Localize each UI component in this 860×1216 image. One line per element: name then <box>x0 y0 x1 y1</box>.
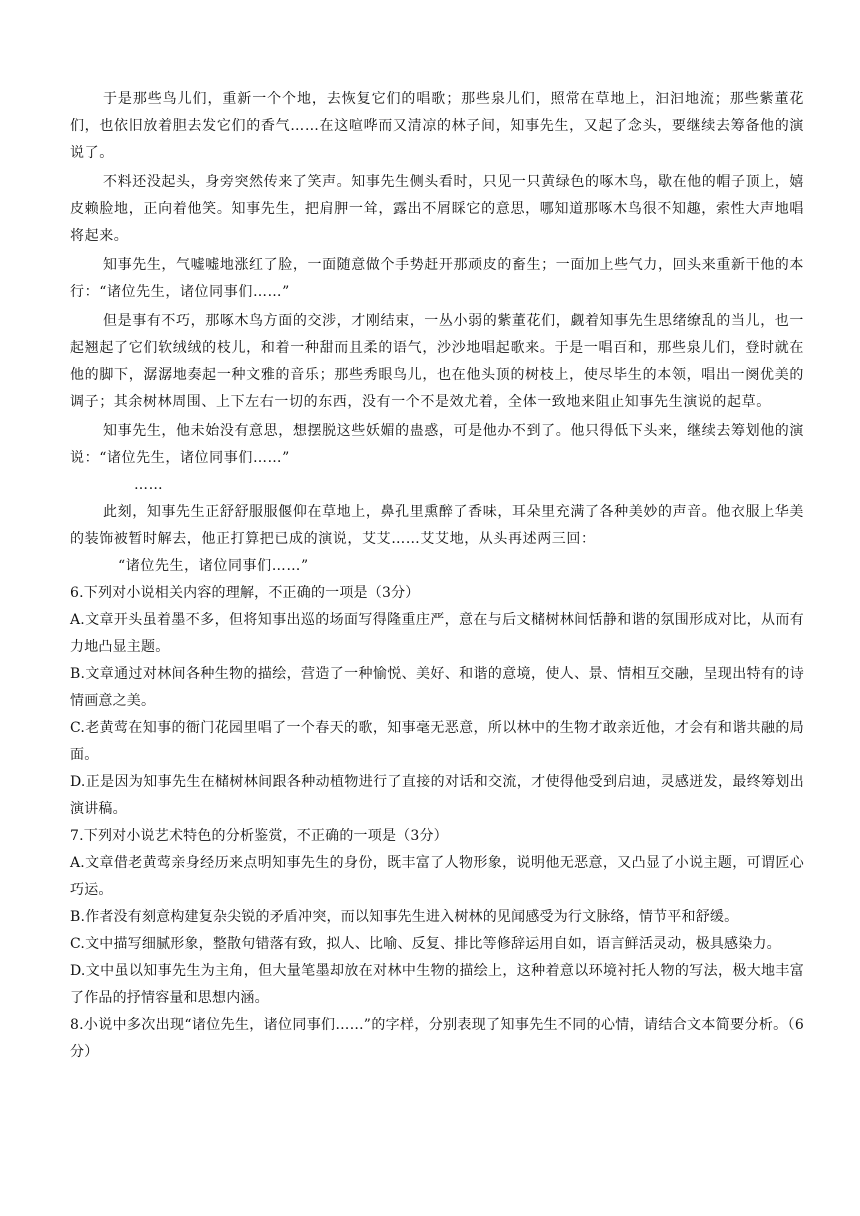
question-stem: 8.小说中多次出现“诸位先生，诸位同事们……”的字样，分别表现了知事先生不同的心情，请结合文本简要分析。（6分） <box>70 1017 804 1060</box>
question-option: C.文中描写细腻形象，整散句错落有致，拟人、比喻、反复、排比等修辞运用自如，语言鲜活灵动，极具感染力。 <box>70 936 781 952</box>
question-option: D.正是因为知事先生在槠树林间跟各种动植物进行了直接的对话和交流，才使得他受到启迪，灵感迸发，最终筹划出演讲稿。 <box>70 774 804 817</box>
passage-paragraph: 知事先生，气嘘嘘地涨红了脸，一面随意做个手势赶开那顽皮的畜生；一面加上些气力，回头来重新干他的本行：“诸位先生，诸位同事们……” <box>70 257 804 300</box>
question-option: A.文章借老黄莺亲身经历来点明知事先生的身份，既丰富了人物形象，说明他无恶意，又凸显了小说主题，可谓匠心巧运。 <box>70 855 804 898</box>
passage-paragraph: 于是那些鸟儿们，重新一个个地，去恢复它们的唱歌；那些泉儿们，照常在草地上，汩汩地流；那些紫董花们，也依旧放着胆去发它们的香气……在这喧哗而又清凉的林子间，知事先生，又起了念头，要继续去筹备他的演说了。 <box>70 91 804 161</box>
quoted-speech: “诸位先生，诸位同事们……” <box>118 558 309 574</box>
question-option: D.文中虽以知事先生为主角，但大量笔墨却放在对林中生物的描绘上，这种着意以环境衬托人物的写法，极大地丰富了作品的抒情容量和思想内涵。 <box>70 963 804 1006</box>
question-stem: 7.下列对小说艺术特色的分析鉴赏，不正确的一项是（3分） <box>70 828 448 844</box>
document-page <box>70 86 804 1066</box>
question-option: B.作者没有刻意构建复杂尖锐的矛盾冲突，而以知事先生进入树林的见闻感受为行文脉络，情节平和舒缓。 <box>70 909 739 925</box>
question-option: B.文章通过对林间各种生物的描绘，营造了一种愉悦、美好、和谐的意境，使人、景、情相互交融，呈现出特有的诗情画意之美。 <box>70 666 804 709</box>
passage-paragraph: 此刻，知事先生正舒舒服服偃仰在草地上，鼻孔里熏醉了香味，耳朵里充满了各种美妙的声音。他衣服上华美的装饰被暂时解去，他正打算把已成的演说，艾艾……艾艾地，从头再述两三回： <box>70 504 804 547</box>
passage-paragraph: 不料还没起头，身旁突然传来了笑声。知事先生侧头看时，只见一只黄绿色的啄木鸟，歇在他的帽子顶上，嬉皮赖脸地，正向着他笑。知事先生，把肩胛一耸，露出不屑睬它的意思，哪知道那啄木鸟很不知趣，索性大声地唱将起来。 <box>70 174 804 244</box>
question-stem: 6.下列对小说相关内容的理解，不正确的一项是（3分） <box>70 585 420 601</box>
passage-paragraph: 但是事有不巧，那啄木鸟方面的交涉，才刚结束，一丛小弱的紫董花们，觑着知事先生思绪缭乱的当儿，也一起翘起了它们软绒绒的枝儿，和着一种甜而且柔的语气，沙沙地唱起歌来。于是一唱百和，那些泉儿们，登时就在他的脚下，潺潺地奏起一种文雅的音乐；那些秀眼鸟儿，也在他头顶的树枝上，使尽毕生的本领，唱出一阕优美的调子；其余树林周围、上下左右一切的东西，没有一个不是效尤着，全体一致地来阻止知事先生演说的起草。 <box>70 313 804 410</box>
passage-paragraph: 知事先生，他未始没有意思，想摆脱这些妖媚的蛊惑，可是他办不到了。他只得低下头来，继续去筹划他的演说：“诸位先生，诸位同事们……” <box>70 423 804 466</box>
ellipsis-break: …… <box>134 477 164 493</box>
question-option: C.老黄莺在知事的衙门花园里唱了一个春天的歌，知事毫无恶意，所以林中的生物才敢亲近他，才会有和谐共融的局面。 <box>70 720 804 763</box>
question-option: A.文章开头虽着墨不多，但将知事出巡的场面写得隆重庄严，意在与后文槠树林间恬静和谐的氛围形成对比，从而有力地凸显主题。 <box>70 612 804 655</box>
